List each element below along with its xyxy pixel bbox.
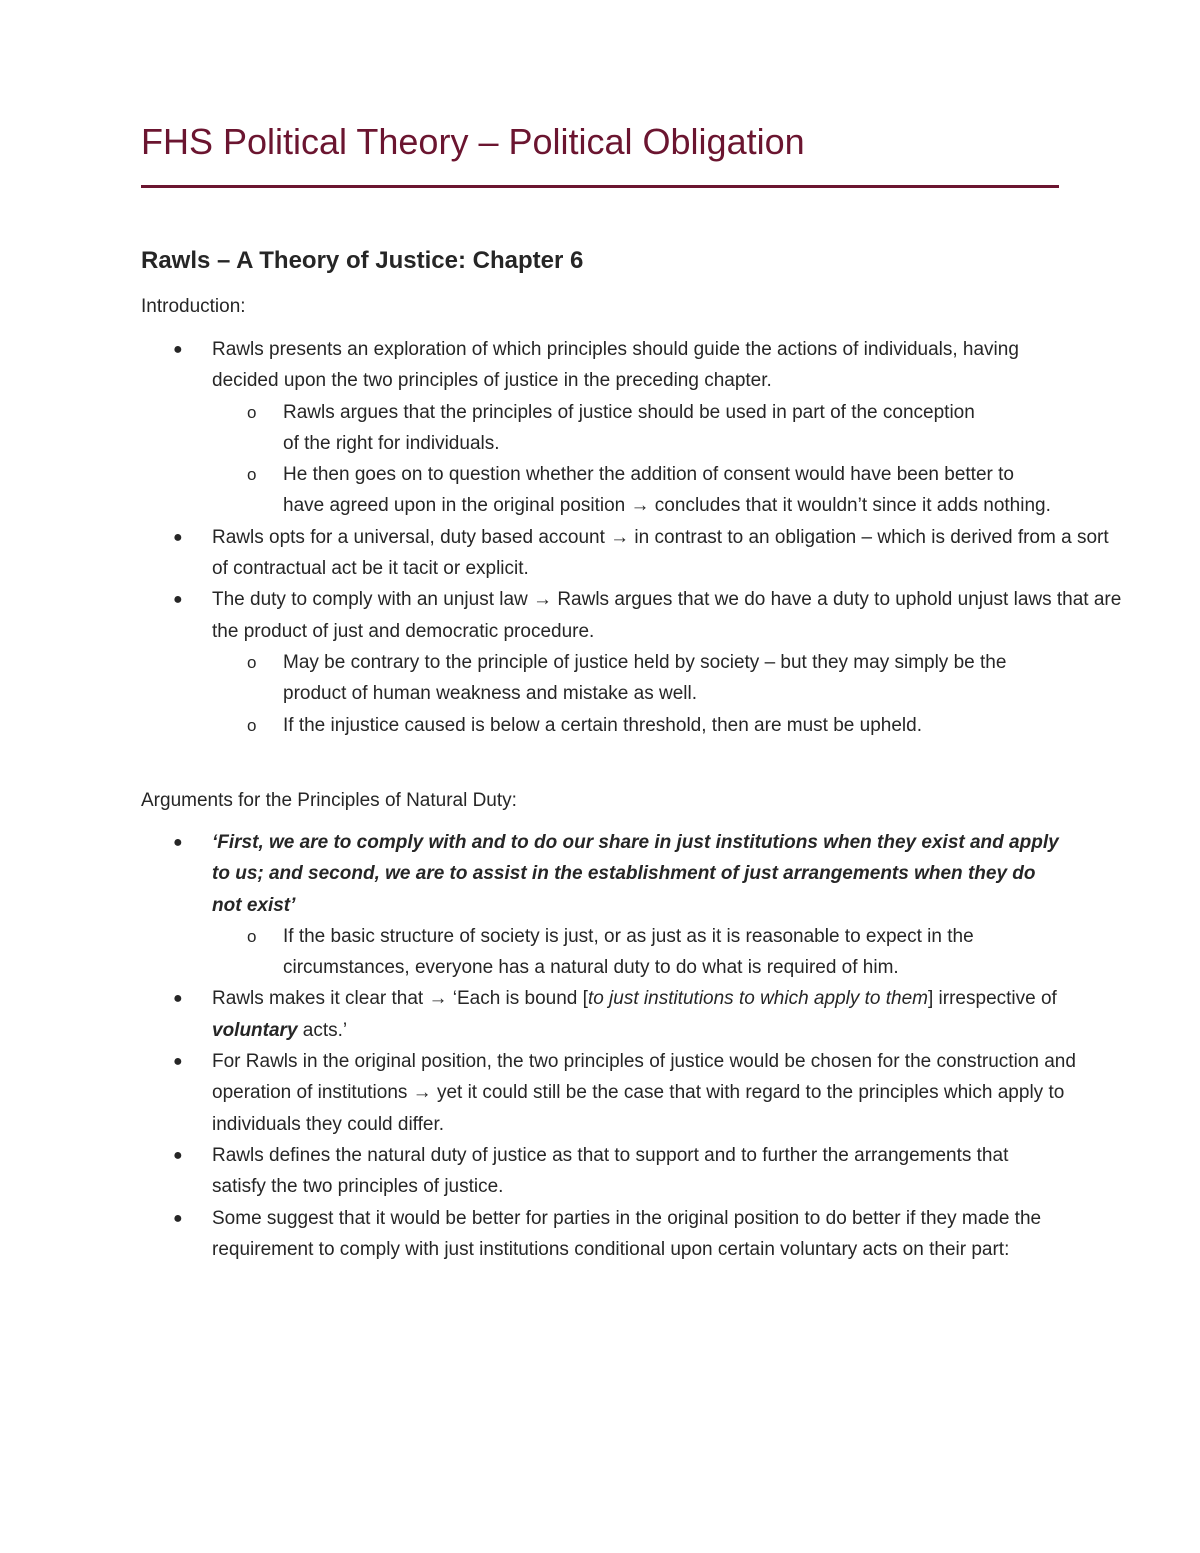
bullet-icon: ● [173, 341, 183, 358]
bullet-icon: ● [173, 528, 183, 546]
list-item [141, 334, 1059, 397]
bullet-icon: ● [173, 1053, 183, 1071]
list-item-text: Rawls argues that the principles of justice should be used in part of the conception of the right for individuals. [283, 401, 975, 454]
list-item [141, 1046, 1112, 1140]
list-item [141, 1140, 1032, 1203]
introduction-list [141, 334, 1122, 741]
title-divider [141, 185, 1059, 188]
sub-bullet-icon: o [247, 715, 257, 735]
bullet-icon: ● [173, 591, 183, 609]
sub-bullet-icon: o [247, 465, 257, 485]
list-item-text: For Rawls in the original position, the two principles of justice would be chosen for the construction and operation of institutions → yet it could still be the case that with regard to the principles which apply to individuals they could differ. [212, 1051, 1076, 1135]
list-item [141, 710, 1059, 741]
bullet-icon: ● [173, 990, 183, 1008]
list-item [141, 459, 1059, 522]
list-item-text: The duty to comply with an unjust law → Rawls argues that we do have a duty to uphold unjust laws that are the product of just and democratic procedure. [212, 589, 1122, 642]
quote-text: ‘First, we are to comply with and to do our share in just institutions when they exist and apply to us; and second, we are to assist in the establishment of just arrangements when they do not exist’ [212, 832, 1059, 916]
arguments-list [141, 827, 1076, 1265]
bold-italic-run: voluntary [212, 1019, 298, 1041]
list-item [141, 827, 1062, 921]
sub-bullet-icon: o [247, 652, 257, 672]
bullet-icon: ● [173, 1209, 183, 1227]
bullet-icon: ● [173, 834, 183, 851]
list-item [141, 1203, 1102, 1266]
bullet-icon: ● [173, 1146, 183, 1164]
introduction-label: Introduction: [141, 296, 246, 317]
arguments-label: Arguments for the Principles of Natural Duty: [141, 790, 517, 811]
document-title: FHS Political Theory – Political Obligation [141, 121, 805, 162]
list-item-text: Rawls defines the natural duty of justice as that to support and to further the arrangements that satisfy the two principles of justice. [212, 1144, 1009, 1198]
sub-bullet-icon: o [247, 926, 257, 946]
list-item-text: May be contrary to the principle of justice held by society – but they may simply be the product of human weakness and mistake as well. [283, 651, 1007, 705]
list-item-text: Some suggest that it would be better for parties in the original position to do better if they made the requirement to comply with just institutions conditional upon certain voluntary acts on their part: [212, 1207, 1042, 1260]
italic-run: to just institutions to which apply to them [587, 988, 928, 1010]
list-item [141, 983, 1062, 1046]
section-heading: Rawls – A Theory of Justice: Chapter 6 [141, 247, 584, 274]
list-item-text [212, 983, 1062, 1046]
list-item [141, 522, 1122, 585]
list-item-text: Rawls opts for a universal, duty based account → in contrast to an obligation – which is derived from a sort of contractual act be it tacit or explicit. [212, 526, 1109, 580]
list-item [141, 647, 1059, 710]
list-item-text: Rawls presents an exploration of which principles should guide the actions of individuals, having decided upon the two principles of justice in the preceding chapter. [212, 339, 1019, 392]
list-item-text: If the injustice caused is below a certain threshold, then are must be upheld. [283, 714, 922, 736]
sub-bullet-icon: o [247, 402, 257, 422]
list-item [141, 584, 1130, 647]
list-item-text: He then goes on to question whether the addition of consent would have been better to have agreed upon in the original position → concludes that it wouldn’t since it adds nothing. [283, 464, 1051, 517]
list-item-text: If the basic structure of society is just, or as just as it is reasonable to expect in the circumstances, everyone has a natural duty to do what is required of him. [283, 925, 974, 979]
list-item [141, 921, 1043, 984]
text-run: Rawls makes it clear that → ‘Each is bound [ [212, 988, 588, 1010]
list-item [141, 397, 983, 460]
text-run: ] irrespective of [928, 988, 1057, 1010]
text-run: acts.’ [297, 1019, 348, 1041]
